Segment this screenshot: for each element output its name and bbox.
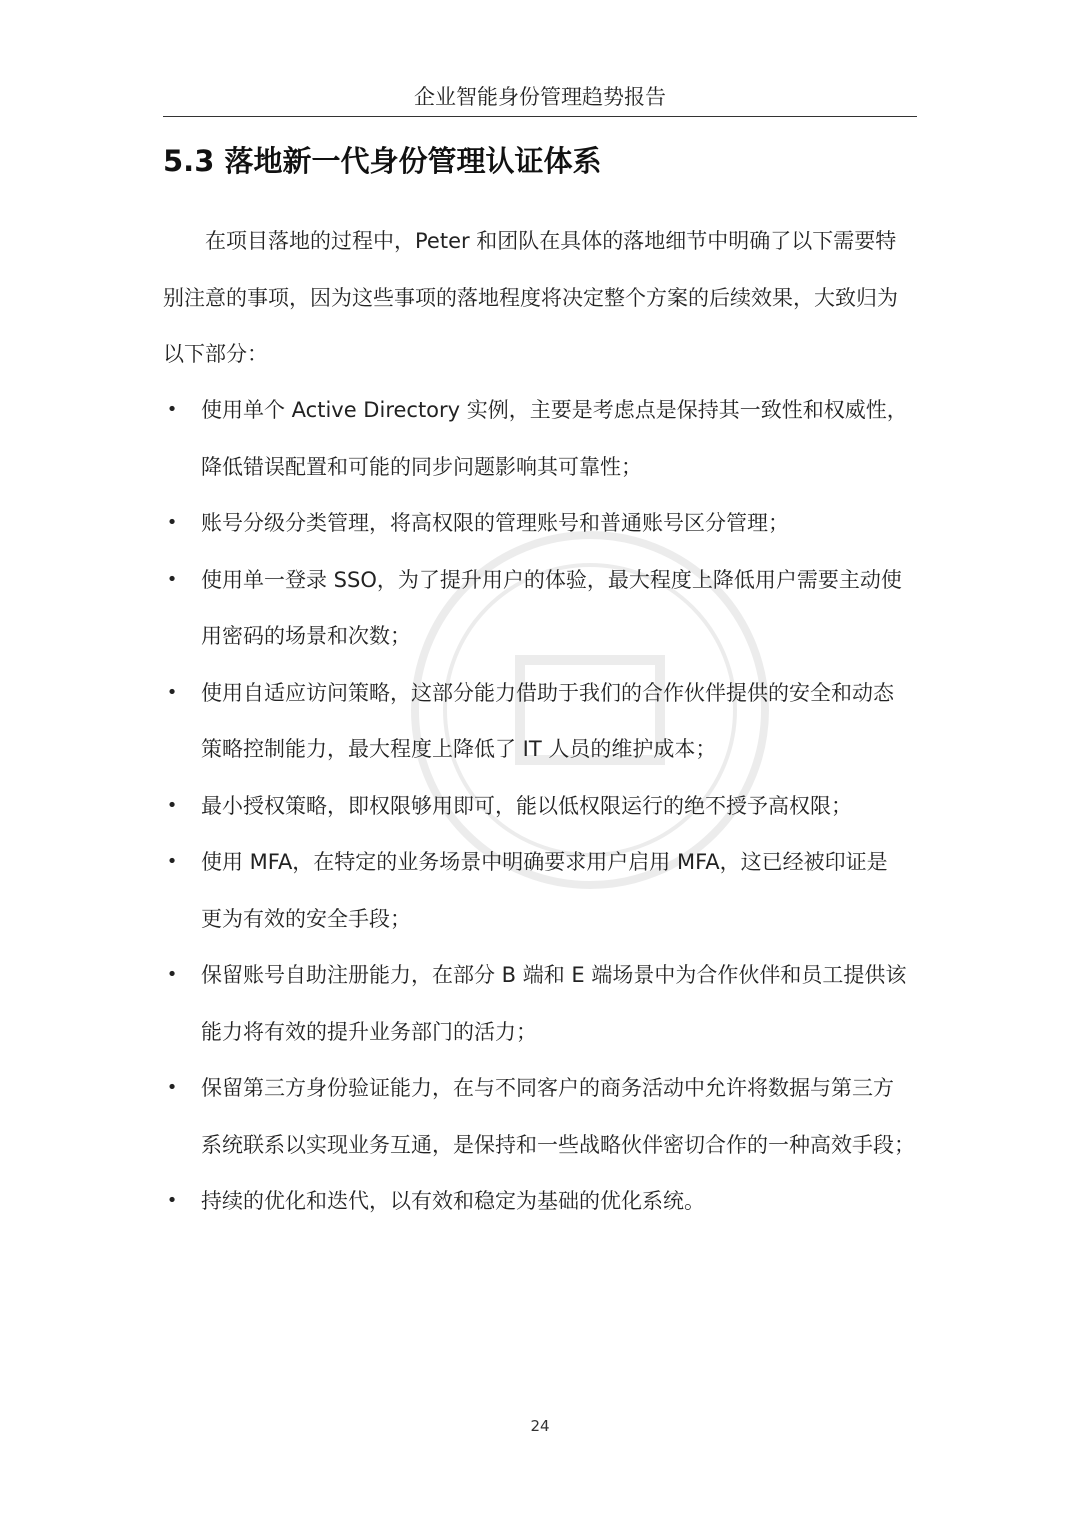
list-item-line: 降低错误配置和可能的同步问题影响其可靠性； (201, 454, 642, 479)
list-item-line: 保留第三方身份验证能力，在与不同客户的商务活动中允许将数据与第三方 (201, 1076, 894, 1100)
bullet-icon: • (166, 512, 178, 533)
list-item-line: 账号分级分类管理，将高权限的管理账号和普通账号区分管理； (201, 511, 789, 535)
list-item (163, 947, 933, 1060)
list-item-line: 使用单一登录 SSO，为了提升用户的体验，最大程度上降低用户需要主动使 (201, 567, 902, 592)
intro-line: 别注意的事项，因为这些事项的落地程度将决定整个方案的后续效果，大致归为 (163, 285, 898, 310)
list-item (163, 552, 933, 665)
list-item-line: 系统联系以实现业务互通，是保持和一些战略伙伴密切合作的一种高效手段； (201, 1132, 915, 1157)
list-item-line: 使用 MFA，在特定的业务场景中明确要求用户启用 MFA，这已经被印证是 (201, 850, 888, 874)
intro-line: 在项目落地的过程中，Peter 和团队在具体的落地细节中明确了以下需要特 (205, 229, 897, 253)
list-item-line: 持续的优化和迭代，以有效和稳定为基础的优化系统。 (201, 1189, 705, 1213)
list-item-line: 用密码的场景和次数； (201, 624, 411, 648)
bullet-icon: • (166, 568, 178, 590)
list-item-line: 更为有效的安全手段； (201, 906, 411, 931)
page-number: 24 (530, 1417, 550, 1435)
intro-line: 以下部分： (163, 342, 268, 366)
bullet-icon: • (166, 1077, 178, 1098)
list-item-line: 使用单个 Active Directory 实例，主要是考虑点是保持其一致性和权威性， (201, 398, 908, 422)
bullet-list (163, 382, 933, 1230)
list-item-line: 使用自适应访问策略，这部分能力借助于我们的合作伙伴提供的安全和动态 (201, 680, 894, 705)
list-item (163, 382, 933, 495)
list-item-line: 最小授权策略，即权限够用即可，能以低权限运行的绝不授予高权限； (201, 793, 852, 818)
list-item-line: 能力将有效的提升业务部门的活力； (201, 1019, 537, 1044)
bullet-icon: • (166, 964, 178, 985)
list-item (163, 665, 933, 778)
bullet-icon: • (166, 399, 178, 420)
list-item (163, 1060, 933, 1173)
intro-paragraph (163, 213, 923, 383)
list-item-line: 保留账号自助注册能力，在部分 B 端和 E 端场景中为合作伙伴和员工提供该 (201, 963, 907, 987)
bullet-icon: • (166, 681, 178, 703)
list-item (163, 495, 933, 552)
bullet-icon: • (166, 851, 178, 872)
list-item-line: 策略控制能力，最大程度上降低了 IT 人员的维护成本； (201, 737, 717, 761)
list-item (163, 778, 933, 835)
list-item (163, 1173, 933, 1230)
running-header (163, 80, 917, 117)
list-item (163, 834, 933, 947)
header-title: 企业智能身份管理趋势报告 (414, 85, 666, 109)
bullet-icon: • (166, 794, 178, 816)
bullet-icon: • (166, 1190, 178, 1211)
section-heading: 5.3 落地新一代身份管理认证体系 (163, 144, 602, 178)
